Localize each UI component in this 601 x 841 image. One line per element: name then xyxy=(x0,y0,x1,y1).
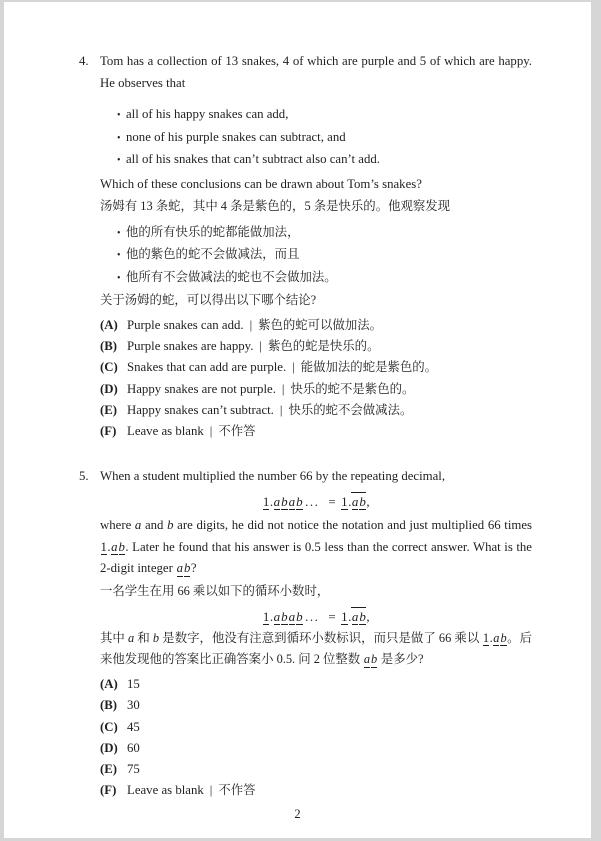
option-separator: | xyxy=(249,317,253,332)
question-4-intro-zh: 汤姆有 13 条蛇，其中 4 条是紫色的，5 条是快乐的。他观察发现 xyxy=(100,199,451,214)
option-text-en: 30 xyxy=(127,698,140,713)
math-var-b: b xyxy=(296,493,303,509)
option-text-en: 45 xyxy=(127,719,140,734)
option-label: (B) xyxy=(100,339,118,354)
option-text xyxy=(127,336,379,357)
math-dot: . xyxy=(348,493,352,509)
body-text: 。后来他发现他的答案比正确答案小 0.5. 问 2 位整数 xyxy=(100,630,533,667)
math-inline-ab xyxy=(176,561,191,575)
math-overline xyxy=(351,607,366,624)
math-var-a: a xyxy=(351,608,359,624)
math-var-b: b xyxy=(183,561,191,576)
option-label: (D) xyxy=(100,381,118,396)
math-var-a: a xyxy=(134,517,142,532)
math-var-a: a xyxy=(128,630,135,645)
question-4-options xyxy=(100,315,532,442)
math-equals: = xyxy=(328,608,336,624)
math-digit: 1 xyxy=(341,493,348,509)
math-var-b: b xyxy=(281,608,288,624)
math-comma: , xyxy=(366,493,370,509)
option-row-d xyxy=(100,379,532,400)
repeating-decimal-formula-en xyxy=(100,492,532,509)
body-text: 是数字，他没有注意到循环小数标识，而只是做了 66 乘以 xyxy=(159,630,483,645)
body-text: 和 xyxy=(134,630,153,645)
bullet-icon: • xyxy=(117,132,121,144)
option-text-en: Purple snakes are happy. xyxy=(127,339,254,354)
option-text xyxy=(127,717,140,738)
option-text-en: Snakes that can add are purple. xyxy=(127,360,287,375)
body-text: . Later he found that his answer is 0.5 less than the correct answer. What is the 2-digit integer xyxy=(100,539,532,576)
question-5 xyxy=(79,466,533,801)
question-4-prompt-en: Which of these conclusions can be drawn about Tom’s snakes? xyxy=(100,176,422,191)
bullet-item xyxy=(100,244,532,266)
math-var-a: a xyxy=(288,493,296,509)
option-label: (B) xyxy=(100,698,118,713)
option-row-a xyxy=(100,315,532,336)
option-text-en: Leave as blank xyxy=(127,783,204,798)
option-row-a xyxy=(100,674,532,695)
page-content xyxy=(79,51,533,801)
option-text-zh: 紫色的蛇是快乐的。 xyxy=(267,339,380,354)
option-text xyxy=(127,400,412,421)
option-separator: | xyxy=(279,402,283,417)
math-var-b: b xyxy=(152,630,160,645)
math-var-b: b xyxy=(118,539,125,554)
math-var-b: b xyxy=(371,652,378,667)
bullet-text: 他所有不会做减法的蛇也不会做加法。 xyxy=(126,269,337,284)
question-5-intro-en: When a student multiplied the number 66 by the repeating decimal, xyxy=(100,469,446,484)
math-digit: 1 xyxy=(262,608,270,624)
bullet-item xyxy=(100,149,532,171)
question-5-body-zh xyxy=(100,628,532,671)
option-text xyxy=(127,357,437,378)
option-label: (F) xyxy=(100,783,117,798)
math-var-a: a xyxy=(273,608,281,624)
math-var-b: b xyxy=(281,493,288,509)
option-separator: | xyxy=(209,423,213,438)
option-label: (E) xyxy=(100,761,118,776)
math-inline-number xyxy=(482,631,507,645)
math-comma: , xyxy=(366,608,370,624)
math-dot: . xyxy=(269,493,274,509)
option-separator: | xyxy=(281,381,285,396)
option-label: (A) xyxy=(100,677,118,692)
math-overline xyxy=(351,492,366,509)
math-var-a: a xyxy=(363,652,371,667)
bullet-item xyxy=(100,222,532,244)
page-number: 2 xyxy=(294,807,301,821)
bullet-text: 他的所有快乐的蛇都能做加法， xyxy=(126,225,300,240)
math-var-a: a xyxy=(351,493,359,509)
question-4-bullets-zh xyxy=(100,222,532,289)
body-text: where xyxy=(100,517,135,532)
option-text-en: Happy snakes can’t subtract. xyxy=(127,402,274,417)
math-var-a: a xyxy=(493,630,500,645)
option-label: (C) xyxy=(100,360,118,375)
option-text-zh: 能做加法的蛇是紫色的。 xyxy=(300,360,438,375)
option-text xyxy=(127,738,140,759)
question-4-bullets-en xyxy=(100,104,532,171)
option-label: (F) xyxy=(100,423,117,438)
option-label: (D) xyxy=(100,740,118,755)
question-5-intro-zh: 一名学生在用 66 乘以如下的循环小数时， xyxy=(100,583,330,598)
bullet-item xyxy=(100,267,532,289)
option-separator: | xyxy=(259,339,262,354)
math-digit: 1 xyxy=(262,493,270,509)
option-text xyxy=(127,695,140,716)
math-ellipsis: ... xyxy=(305,493,320,509)
math-digit: 1 xyxy=(100,539,107,554)
option-row-c xyxy=(100,357,532,378)
question-5-number: 5. xyxy=(79,469,89,484)
math-var-b: b xyxy=(167,517,174,532)
math-digit: 1 xyxy=(482,630,490,645)
body-text: are digits, he did not notice the notation and just multiplied 66 times xyxy=(173,517,532,532)
option-text xyxy=(127,759,140,780)
bullet-icon: • xyxy=(117,155,121,167)
body-text: 是多少? xyxy=(377,652,424,667)
option-row-f xyxy=(100,421,532,442)
option-text xyxy=(127,780,255,801)
bullet-item xyxy=(100,127,532,149)
math-inline-ab xyxy=(363,652,377,666)
bullet-icon: • xyxy=(117,272,121,284)
bullet-text: all of his happy snakes can add, xyxy=(126,107,289,122)
bullet-icon: • xyxy=(117,250,121,262)
option-text-en: 75 xyxy=(127,761,140,776)
math-var-b: b xyxy=(359,608,366,624)
bullet-text: 他的紫色的蛇不会做减法，而且 xyxy=(126,247,300,262)
question-4-number: 4. xyxy=(79,54,89,68)
option-text-zh: 快乐的蛇不会做减法。 xyxy=(288,402,413,417)
option-text-en: Happy snakes are not purple. xyxy=(127,381,276,396)
math-dot: . xyxy=(107,539,111,554)
math-dot: . xyxy=(489,630,493,645)
option-label: (A) xyxy=(100,317,118,332)
option-row-f xyxy=(100,780,532,801)
math-inline-number xyxy=(100,540,125,554)
bullet-text: all of his snakes that can’t subtract also can’t add. xyxy=(126,152,380,167)
option-text-en: Leave as blank xyxy=(127,423,204,438)
option-row-b xyxy=(100,695,532,716)
option-text-en: 15 xyxy=(127,677,140,692)
bullet-icon: • xyxy=(117,228,121,240)
option-text-zh: 快乐的蛇不是紫色的。 xyxy=(290,381,415,396)
body-text: ? xyxy=(190,561,197,576)
math-var-a: a xyxy=(273,493,281,509)
option-row-e xyxy=(100,400,532,421)
repeating-decimal-formula-zh xyxy=(100,607,532,624)
option-text-en: 60 xyxy=(127,740,140,755)
math-var-b: b xyxy=(296,608,303,624)
option-row-b xyxy=(100,336,532,357)
bullet-text: none of his purple snakes can subtract, and xyxy=(126,129,346,144)
bullet-icon: • xyxy=(117,110,121,122)
bullet-item xyxy=(100,104,532,126)
math-var-a: a xyxy=(176,561,183,576)
option-text xyxy=(127,315,382,336)
option-label: (E) xyxy=(100,402,118,417)
math-dot: . xyxy=(269,608,274,624)
math-var-b: b xyxy=(500,630,507,645)
question-5-options xyxy=(100,674,532,801)
option-label: (C) xyxy=(100,719,118,734)
math-digit: 1 xyxy=(341,608,348,624)
question-4-prompt-zh: 关于汤姆的蛇，可以得出以下哪个结论? xyxy=(100,293,317,308)
option-text xyxy=(127,421,255,442)
option-text-zh: 紫色的蛇可以做加法。 xyxy=(258,317,383,332)
math-ellipsis: ... xyxy=(305,608,320,624)
option-row-c xyxy=(100,717,532,738)
math-dot: . xyxy=(348,608,352,624)
body-text: and xyxy=(141,517,168,532)
math-equals: = xyxy=(328,493,336,509)
option-row-e xyxy=(100,759,532,780)
option-text xyxy=(127,379,414,400)
option-text-en: Purple snakes can add. xyxy=(127,317,244,332)
question-4-intro-en: Tom has a collection of 13 snakes, 4 of which are purple and 5 of which are happy. He observes that xyxy=(100,54,532,90)
math-var-a: a xyxy=(111,539,118,554)
math-var-b: b xyxy=(359,493,366,509)
option-separator: | xyxy=(209,783,213,798)
question-4 xyxy=(79,51,532,442)
option-row-d xyxy=(100,738,532,759)
document-page xyxy=(4,2,591,838)
option-text-zh: 不作答 xyxy=(218,423,256,438)
question-5-body-en xyxy=(100,515,532,580)
body-text: 其中 xyxy=(100,630,128,645)
option-text xyxy=(127,674,140,695)
math-var-a: a xyxy=(288,608,296,624)
option-text-zh: 不作答 xyxy=(218,783,256,798)
option-separator: | xyxy=(292,360,295,375)
